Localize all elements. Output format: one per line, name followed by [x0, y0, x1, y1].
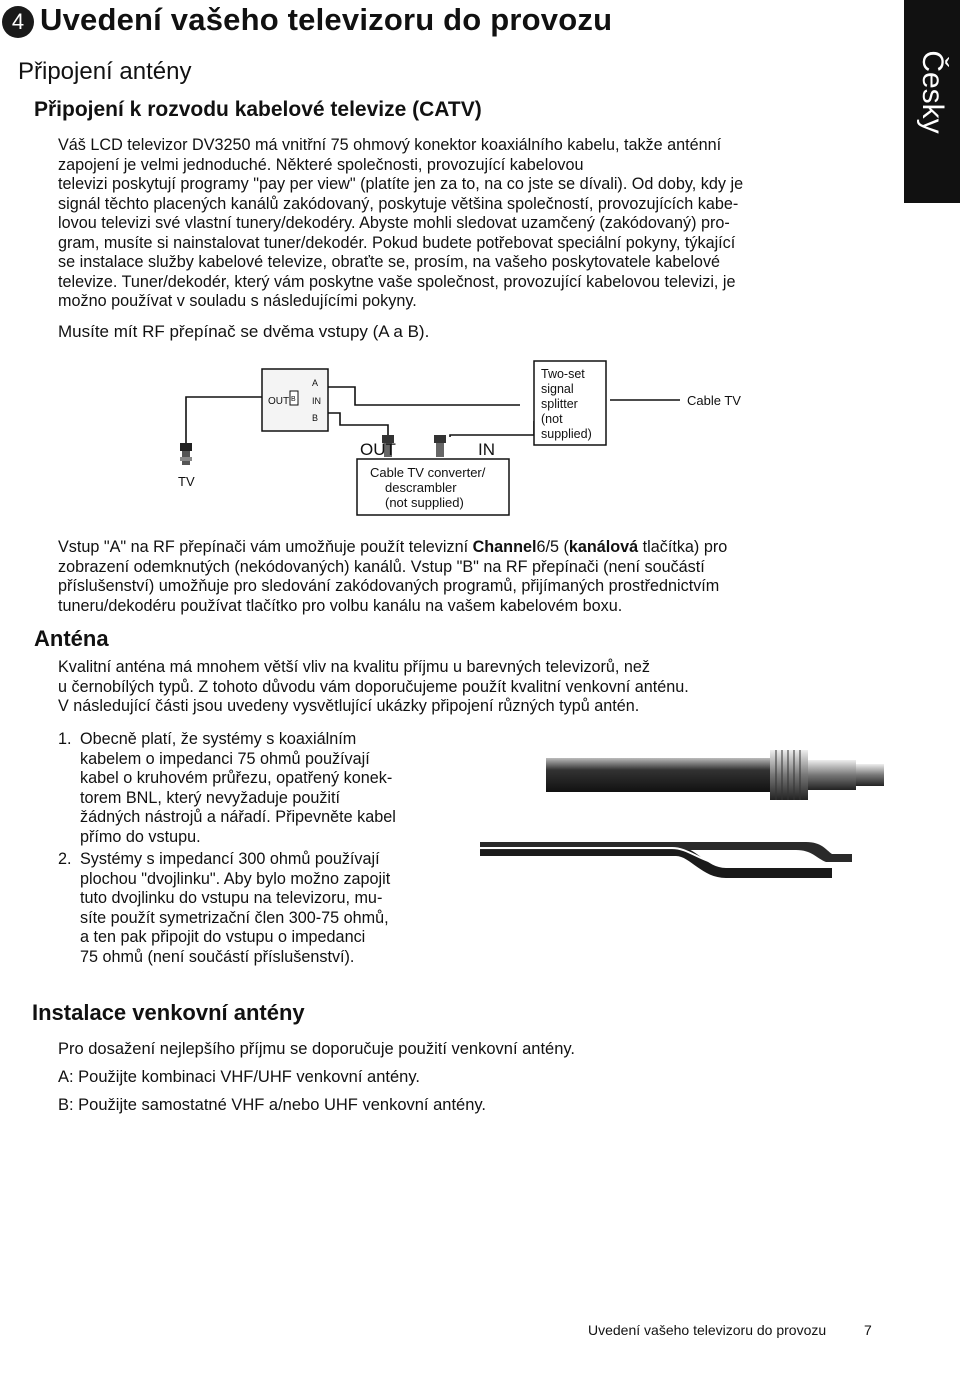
- paragraph-line: u černobílých typů. Z tohoto důvodu vám doporučujeme použít kvalitní venkovní anténu.: [58, 677, 689, 696]
- antenna-heading: Anténa: [34, 626, 109, 651]
- converter-out-label: OUT: [360, 440, 396, 459]
- outdoor-antenna-intro: Pro dosažení nejlepšího příjmu se doporučuje použití venkovní antény.: [58, 1040, 576, 1058]
- switch-b-to-converter-cable: [328, 413, 388, 435]
- antenna-paragraph: [58, 658, 689, 717]
- paragraph-line: zobrazení odemknutých (nekódovaných) kanálů. Vstup "B" na RF přepínači (není součástí: [58, 557, 705, 576]
- paragraph-line: gram, musíte si nainstalovat tuner/dekodér. Pokud budete potřebovat speciální pokyny, týkající: [58, 233, 736, 252]
- rf-switch-paragraph: [58, 538, 727, 616]
- cable-tv-label: Cable TV: [687, 393, 741, 408]
- channel-keyword: Channel: [472, 538, 537, 556]
- paragraph-line: signál těchto placených kanálů zakódovaný, poskytuje většina společností, provozujících kabe-: [58, 194, 739, 213]
- section-subtitle: Připojení antény: [18, 58, 192, 85]
- splitter-label-line: splitter: [541, 397, 578, 411]
- tv-label: TV: [178, 474, 195, 489]
- paragraph-line: Váš LCD televizor DV3250 má vnitřní 75 ohmový konektor koaxiálního kabelu, takže anténní: [58, 136, 722, 154]
- page-title: Uvedení vašeho televizoru do provozu: [40, 2, 613, 37]
- coax-connector-body: [808, 760, 856, 790]
- switch-a-label: A: [312, 378, 319, 388]
- catv-connection-diagram: [150, 355, 770, 525]
- splitter-label-line: signal: [541, 382, 574, 396]
- outdoor-antenna-option-b: B: Použijte samostatné VHF a/nebo UHF venkovní antény.: [58, 1096, 486, 1114]
- paragraph-line: se instalace služby kabelové televize, obraťte se, prosím, na vašeho poskytovatele kabelové: [58, 253, 721, 271]
- twin-lead-cable-illustration: [476, 838, 916, 882]
- converter-label-line: Cable TV converter/: [370, 465, 486, 480]
- paragraph-line: televizi poskytují programy "pay per view" (platíte jen za to, na co jste se dívali). Od doby, kdy je: [58, 175, 744, 193]
- switch-in-label: IN: [312, 396, 321, 406]
- footer-chapter-title: Uvedení vašeho televizoru do provozu: [588, 1322, 827, 1338]
- converter-label-line: (not supplied): [385, 495, 464, 510]
- paragraph-line: Vstup "A" na RF přepínači vám umožňuje použít televizní Channel6/5 (kanálová tlačítka) pro: [58, 538, 728, 556]
- list-item-number: 1.: [58, 730, 72, 748]
- catv-paragraph: [58, 136, 743, 312]
- paragraph-line: lovou televizi své vlastní tunery/dekodéry. Abyste mohli sledovat uzamčený (zakódovaný) pro-: [58, 214, 730, 232]
- switch-b-label: B: [312, 413, 319, 423]
- coax-cable-body: [546, 758, 772, 792]
- switch-a-to-splitter-cable: [328, 387, 520, 405]
- paragraph-line: Kvalitní anténa má mnohem větší vliv na kvalitu příjmu u barevných televizorů, než: [58, 658, 651, 676]
- paragraph-line: možno používat v souladu s následujícími pokyny.: [58, 292, 417, 310]
- converter-label-line: descrambler: [385, 480, 457, 495]
- list-item-text: Obecně platí, že systémy s koaxiálním kabelem o impedanci 75 ohmů používají kabel o kruhovém průřezu, opatřený konek- torem BNL, který nevyžaduje použití žádných nástrojů a nářadí. Připevněte kabel přímo do vstupu.: [80, 730, 396, 846]
- twin-lead-lower-wire: [480, 846, 832, 878]
- splitter-label-line: Two-set: [541, 367, 585, 381]
- converter-in-connector: [434, 435, 446, 457]
- converter-in-label: IN: [478, 440, 495, 459]
- list-item-text: Systémy s impedancí 300 ohmů používají plochou "dvojlinku". Aby bylo možno zapojit tuto dvojlinku do vstupu na televizoru, mu- síte použít symetrizační člen 300-75 ohmů, a ten pak připojit do vstupu o impedanci 75 ohmů (není součástí příslušenství).: [80, 850, 391, 966]
- rf-switch-note: Musíte mít RF přepínač se dvěma vstupy (A a B).: [58, 322, 430, 341]
- list-item-number: 2.: [58, 850, 72, 868]
- splitter-label-line: (not: [541, 412, 563, 426]
- paragraph-line: zapojení je velmi jednoduché. Některé společnosti, provozující kabelovou: [58, 155, 584, 174]
- outdoor-antenna-heading: Instalace venkovní antény: [32, 1000, 305, 1025]
- catv-heading: Připojení k rozvodu kabelové televize (CATV): [34, 98, 482, 121]
- tv-connector: [180, 443, 192, 465]
- paragraph-line: televize. Tuner/dekodér, který vám poskytne vaše společnost, provozující kabelovou televizi, je: [58, 272, 736, 291]
- paragraph-line: příslušenství) umožňuje pro sledování zakódovaných programů, přijímaných prostřednictvím: [58, 577, 720, 595]
- coax-connector-tip: [856, 764, 884, 786]
- page-number-badge: 4: [2, 6, 34, 38]
- paragraph-line: V následující části jsou uvedeny vysvětlující ukázky připojení různých typů antén.: [58, 697, 640, 715]
- outdoor-antenna-option-a: A: Použijte kombinaci VHF/UHF venkovní antény.: [58, 1068, 420, 1086]
- splitter-label-line: supplied): [541, 427, 592, 441]
- channel-keyword-cz: kanálová: [568, 538, 639, 556]
- splitter-to-converter-cable: [450, 421, 534, 437]
- tv-to-switch-cable: [186, 397, 262, 447]
- language-tab-label: Česky: [916, 50, 949, 134]
- language-tab: [904, 0, 960, 203]
- footer-page-number: 7: [864, 1322, 872, 1338]
- switch-out-label: OUT: [268, 396, 290, 407]
- paragraph-line: tuneru/dekodéru používat tlačítko pro volbu kanálu na vašem kabelovém boxu.: [58, 596, 623, 615]
- switch-toggle-label: B: [291, 396, 296, 403]
